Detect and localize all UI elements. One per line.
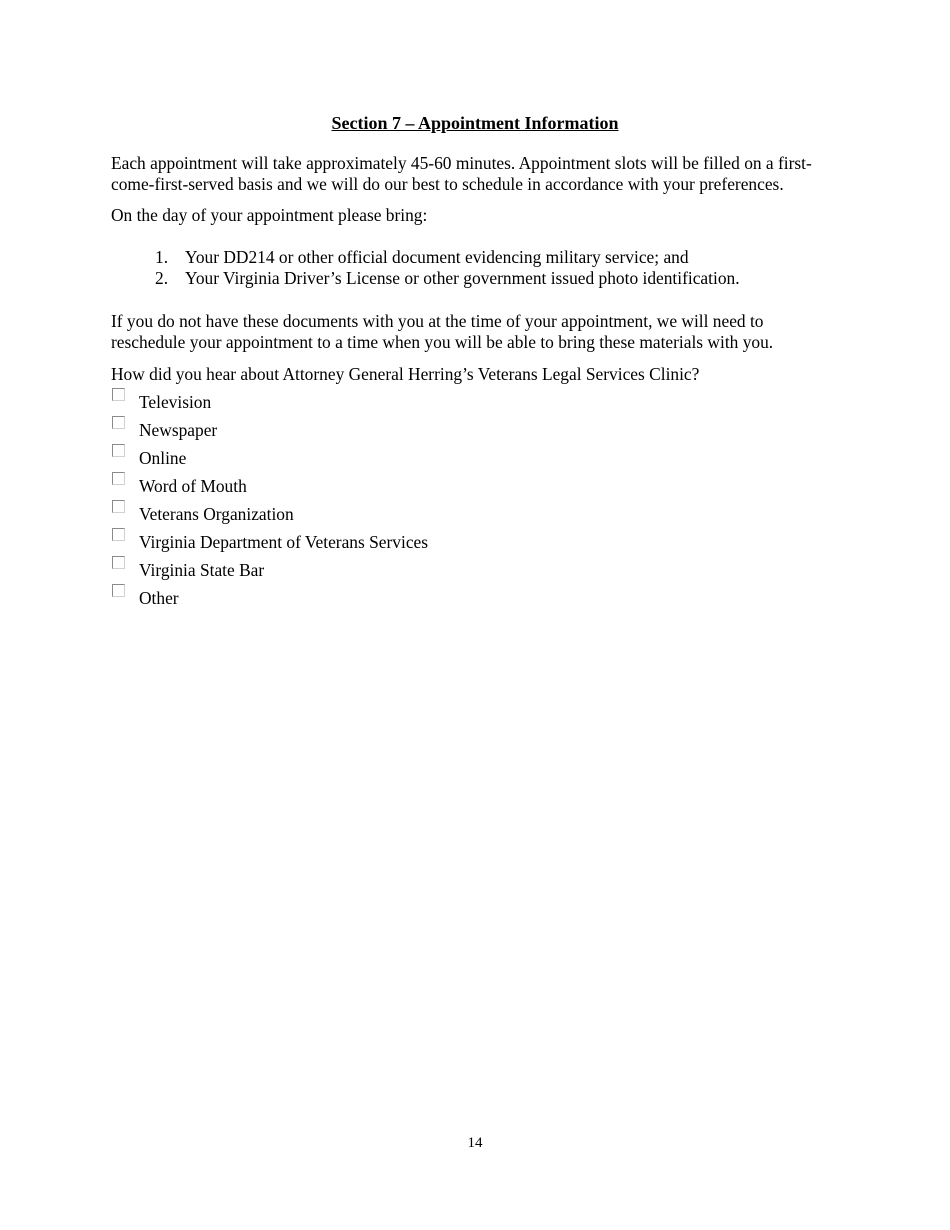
reschedule-paragraph: If you do not have these documents with you at the time of your appointment, we will need to reschedule your appointment to a time when you will be able to bring these materials with you. xyxy=(111,311,774,352)
list-item xyxy=(155,268,740,289)
list-item-text: Your DD214 or other official document evidencing military service; and xyxy=(185,247,689,267)
word-of-mouth-checkbox[interactable] xyxy=(112,472,125,485)
list-item xyxy=(155,247,740,268)
option-label: Virginia State Bar xyxy=(139,560,265,580)
list-item-number: 1. xyxy=(155,247,169,267)
option-label: Virginia Department of Veterans Services xyxy=(139,532,429,552)
section-title: Section 7 – Appointment Information xyxy=(331,113,619,133)
newspaper-checkbox[interactable] xyxy=(112,416,125,429)
vdvs-checkbox[interactable] xyxy=(112,528,125,541)
list-item-text: Your Virginia Driver’s License or other government issued photo identification. xyxy=(185,268,740,288)
online-checkbox[interactable] xyxy=(112,444,125,457)
television-checkbox[interactable] xyxy=(112,388,125,401)
option-label: Veterans Organization xyxy=(139,504,294,524)
option-label: Word of Mouth xyxy=(139,476,247,496)
page-number: 14 xyxy=(467,1135,483,1151)
option-label: Other xyxy=(139,588,179,608)
bring-instructions-paragraph: On the day of your appointment please bring: xyxy=(111,205,428,225)
veterans-organization-checkbox[interactable] xyxy=(112,500,125,513)
option-label: Newspaper xyxy=(139,420,218,440)
option-label: Television xyxy=(139,392,212,412)
appointment-duration-paragraph: Each appointment will take approximately 45-60 minutes. Appointment slots will be filled on a first-come-first-served basis and we will do our best to schedule in accordance with your preferences. xyxy=(111,153,812,194)
virginia-state-bar-checkbox[interactable] xyxy=(112,556,125,569)
referral-question: How did you hear about Attorney General Herring’s Veterans Legal Services Clinic? xyxy=(111,364,700,384)
list-item-number: 2. xyxy=(155,268,169,288)
option-label: Online xyxy=(139,448,187,468)
required-documents-list xyxy=(155,247,740,289)
other-checkbox[interactable] xyxy=(112,584,125,597)
